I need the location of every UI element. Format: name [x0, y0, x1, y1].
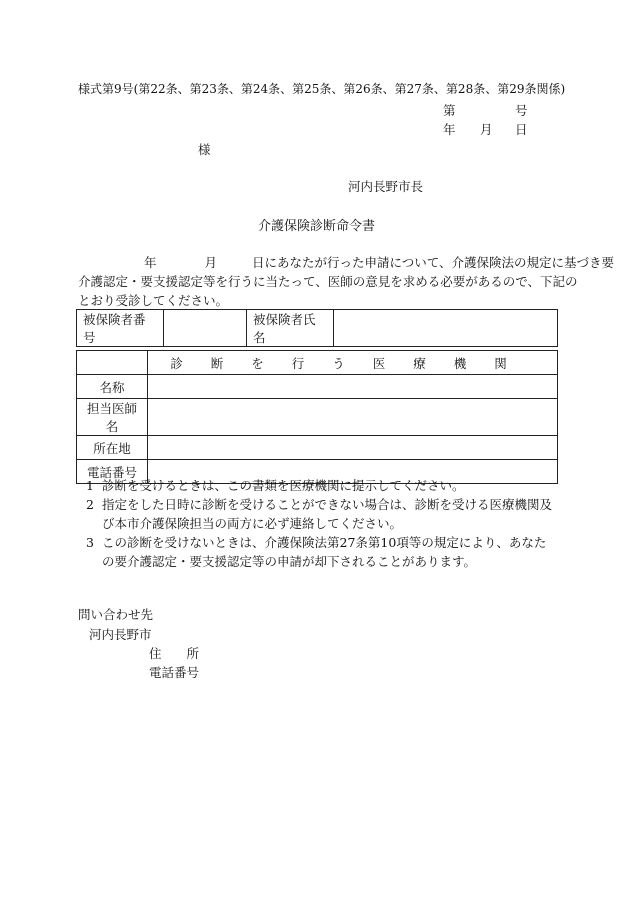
note-number: 1	[86, 478, 94, 493]
insured-person-table	[76, 309, 558, 347]
body-paragraph	[78, 253, 615, 310]
doc-number-suffix: 号	[515, 103, 528, 118]
issuer-name: 河内長野市長	[348, 179, 424, 194]
doc-number-prefix: 第	[443, 103, 456, 118]
note-text: この診断を受けないときは、介護保険法第27条第10項等の規定により、あなたの要介護認定・要支援認定等の申請が却下されることがあります。	[102, 535, 547, 569]
address-field[interactable]	[148, 436, 558, 460]
body-line2: 介護認定・要支援認定等を行うに当たって、医師の意見を求める必要があるので、下記の	[78, 274, 578, 289]
notes-list	[86, 476, 558, 571]
body-month: 月	[204, 255, 218, 270]
note-number: 3	[86, 535, 94, 550]
note-item	[86, 495, 558, 533]
document-title: 介護保険診断命令書	[258, 219, 376, 234]
medical-institution-table	[76, 350, 558, 484]
body-line3: とおり受診してください。	[78, 293, 229, 308]
contact-address-label: 住 所	[149, 646, 200, 661]
table-corner-cell	[77, 351, 148, 375]
insured-name-field[interactable]	[334, 310, 558, 347]
table-row	[77, 436, 558, 460]
date-month-label: 月	[480, 122, 493, 137]
table-row	[77, 399, 558, 436]
insured-number-label: 被保険者番号	[77, 310, 164, 347]
date-year-label: 年	[443, 122, 456, 137]
contact-heading: 問い合わせ先	[78, 607, 154, 622]
doctor-name-field[interactable]	[148, 399, 558, 436]
recipient-honorific: 様	[198, 142, 211, 157]
note-item	[86, 476, 558, 495]
contact-city: 河内長野市	[89, 627, 152, 642]
note-number: 2	[86, 497, 94, 512]
body-line1-rest: 日にあなたが行った申請について、介護保険法の規定に基づき要	[252, 255, 615, 270]
date-day-label: 日	[515, 122, 528, 137]
contact-phone-label: 電話番号	[149, 665, 200, 680]
note-text: 指定をした日時に診断を受けることができない場合は、診断を受ける医療機関及び本市介護保険担当の両方に必ず連絡してください。	[102, 497, 553, 531]
insured-number-field[interactable]	[164, 310, 247, 347]
body-year: 年	[144, 255, 157, 270]
address-label: 所在地	[77, 436, 148, 460]
note-text: 診断を受けるときは、この書類を医療機関に提示してください。	[102, 478, 465, 493]
form-number-header: 様式第9号(第22条、第23条、第24条、第25条、第26条、第27条、第28条、第29条関係)	[78, 82, 566, 96]
table-row	[77, 375, 558, 399]
note-item	[86, 533, 558, 571]
institution-name-label: 名称	[77, 375, 148, 399]
phone-label: 電話番号	[77, 460, 148, 484]
doctor-name-label: 担当医師名	[77, 399, 148, 436]
insured-name-label: 被保険者氏名	[247, 310, 334, 347]
institution-name-field[interactable]	[148, 375, 558, 399]
medical-institution-header: 診断を行う医療機関	[148, 351, 558, 375]
